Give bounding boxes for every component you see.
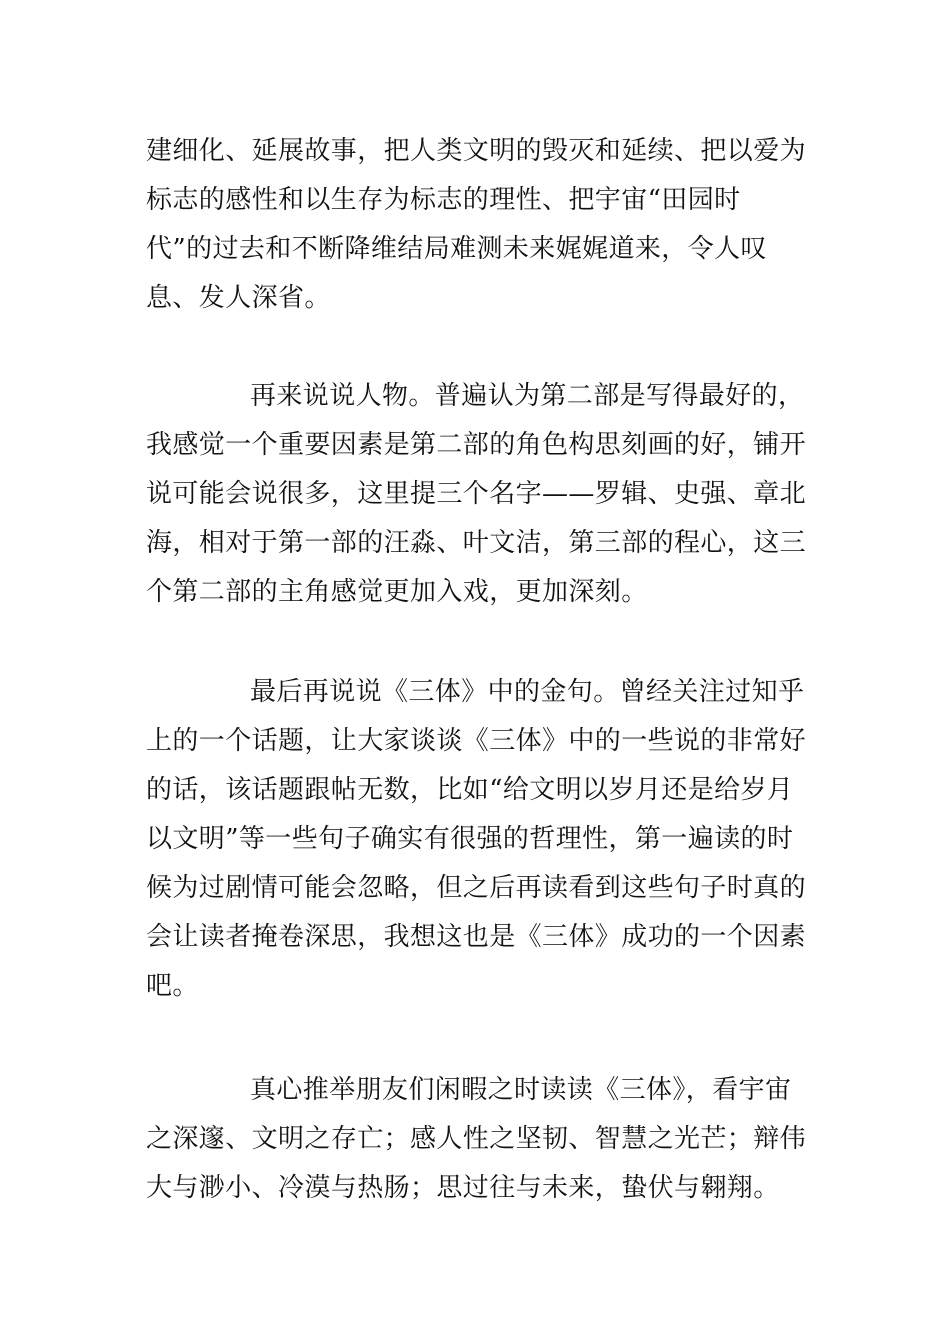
paragraph-quotes: 最后再说说《三体》中的金句。曾经关注过知乎上的一个话题，让大家谈谈《三体》中的一些说的非常好的话，该话题跟帖无数，比如“给文明以岁月还是给岁月以文明”等一些句子确实有很强的哲理性，第一遍读的时候为过剧情可能会忽略，但之后再读看到这些句子时真的会让读者掩卷深思，我想这也是《三体》成功的一个因素吧。: [146, 677, 807, 1001]
paragraph-characters: 再来说说人物。普遍认为第二部是写得最好的，我感觉一个重要因素是第二部的角色构思刻画的好，铺开说可能会说很多，这里提三个名字——罗辑、史强、章北海，相对于第一部的汪淼、叶文洁，第三部的程心，这三个第二部的主角感觉更加入戏，更加深刻。: [146, 381, 807, 607]
paragraph-recommendation: 真心推举朋友们闲暇之时读读《三体》，看宇宙之深邃、文明之存亡；感人性之坚韧、智慧之光芒；辩伟大与渺小、冷漠与热肠；思过往与未来，蛰伏与翱翔。: [146, 1075, 807, 1203]
paragraph-continuation: 建细化、延展故事，把人类文明的毁灭和延续、把以爱为标志的感性和以生存为标志的理性、把宇宙“田园时代”的过去和不断降维结局难测未来娓娓道来，令人叹息、发人深省。: [146, 136, 807, 313]
